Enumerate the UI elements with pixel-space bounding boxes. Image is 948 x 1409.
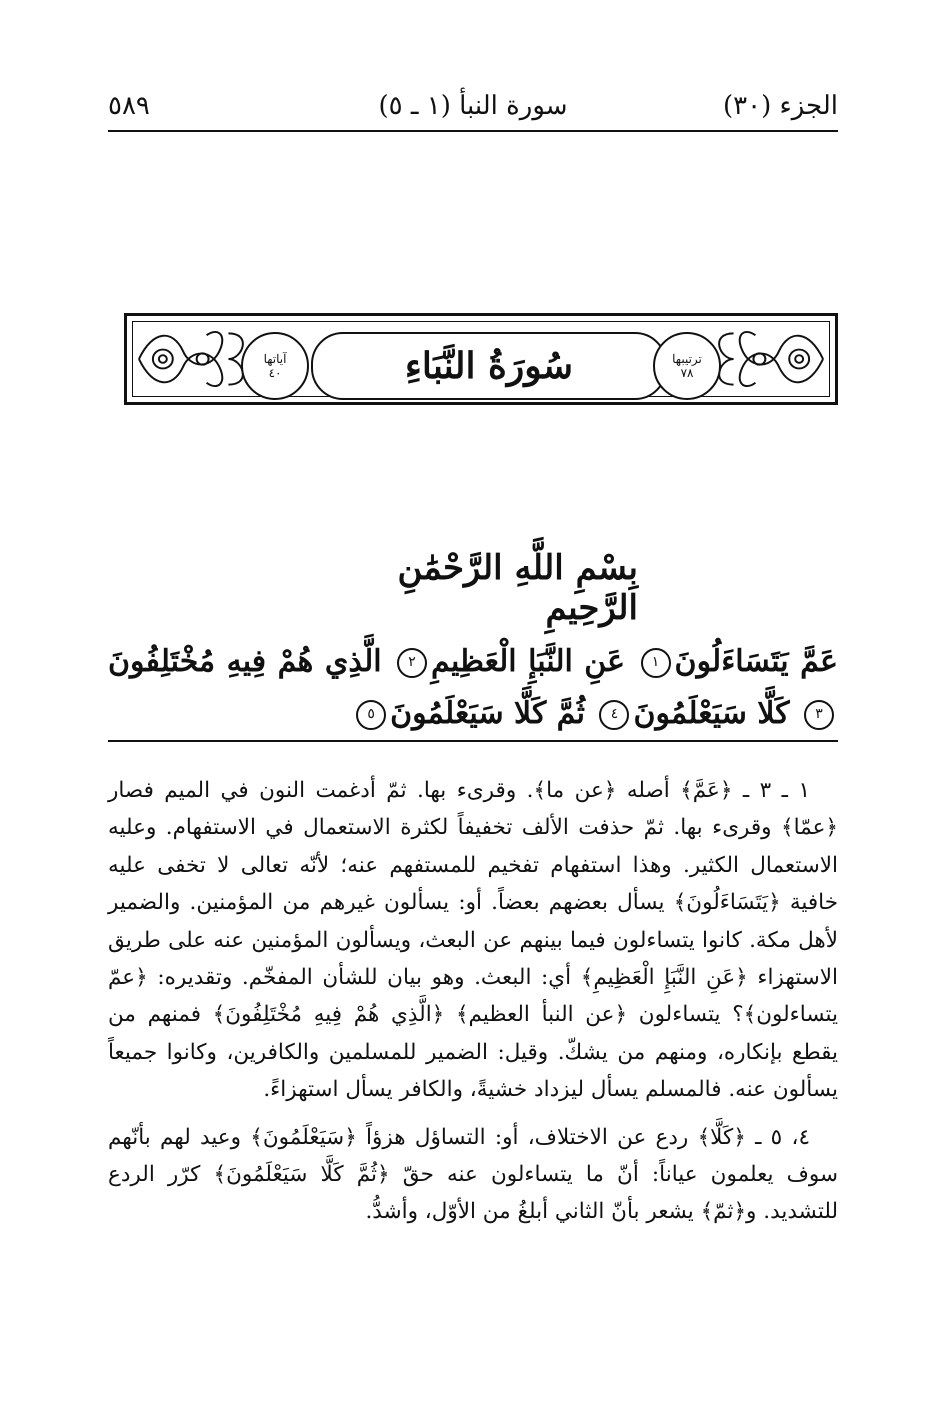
page-header xyxy=(108,88,838,130)
commentary-paragraph: ٤، ٥ ـ ﴿كَلَّا﴾ ردع عن الاختلاف، أو: التساؤل هزؤاً ﴿سَيَعْلَمُونَ﴾ وعيد لهم بأنّهم سوف يعلمون عياناً: أنّ ما يتساءلون عنه حقّ ﴿ثُمَّ كَلَّا سَيَعْلَمُونَ﴾ كرّر الردع للتشديد. و﴿ثمّ﴾ يشعر بأنّ الثاني أبلغُ من الأوّل، وأشدُّ. xyxy=(108,1124,838,1225)
ayat-label: آياتها xyxy=(263,352,287,366)
verse-text: ثُمَّ كَلَّا سَيَعْلَمُونَ xyxy=(390,696,585,731)
surah-order-medallion xyxy=(653,332,721,400)
verse-text: كَلَّا سَيَعْلَمُونَ xyxy=(633,696,790,731)
verse-number-marker: ١ xyxy=(641,648,671,678)
banner-inner-frame xyxy=(132,321,830,397)
verse-number-marker: ٥ xyxy=(356,700,386,730)
order-label: ترتيبها xyxy=(672,352,702,366)
tafsir-commentary xyxy=(108,772,838,1231)
surah-title: سُورَةُ النَّبَاءِ xyxy=(404,345,574,387)
verse-number-marker: ٢ xyxy=(397,648,427,678)
quran-verses xyxy=(108,636,838,740)
verse-text: الَّذِي هُمْ فِيهِ مُخْتَلِفُونَ xyxy=(108,644,382,679)
verse-number-marker: ٤ xyxy=(599,700,629,730)
verse-text: عَنِ النَّبَإِ الْعَظِيمِ xyxy=(431,644,626,679)
verse-number-marker: ٣ xyxy=(804,700,834,730)
page-number: ٥٨٩ xyxy=(108,91,150,121)
juz-label: الجزء (٣٠) xyxy=(722,91,838,121)
ayat-count-medallion xyxy=(241,332,309,400)
verses-divider xyxy=(108,740,838,742)
basmala: بِسْمِ اللَّهِ الرَّحْمَٰنِ الرَّحِيمِ xyxy=(397,548,638,628)
verse-text: عَمَّ يَتَسَاءَلُونَ xyxy=(674,644,838,679)
header-divider xyxy=(108,130,838,132)
surah-banner xyxy=(124,313,838,405)
surah-title-frame xyxy=(311,332,667,400)
order-value: ٧٨ xyxy=(680,366,694,380)
ayat-value: ٤٠ xyxy=(268,366,282,380)
commentary-paragraph: ١ ـ ٣ ـ ﴿عَمَّ﴾ أصله ﴿عن ما﴾. وقرىء بها. ثمّ أدغمت النون في الميم فصار ﴿عمّا﴾ وقرىء بها. ثمّ حذفت الألف تخفيفاً لكثرة الاستعمال في الاستفهام. وعليه الاستعمال الكثير. وهذا استفهام تفخيم للمستفهم عنه؛ لأنّه تعالى لا تخفى عليه خافية ﴿يَتَسَاءَلُونَ﴾ يسأل بعضهم بعضاً. أو: يسألون غيرهم من المؤمنين. والضمير لأهل مكة. كانوا يتساءلون فيما بينهم عن البعث، ويسألون المؤمنين عنه على طريق الاستهزاء ﴿عَنِ النَّبَإِ الْعَظِيمِ﴾ أي: البعث. وهو بيان للشأن المفخّم. وتقديره: ﴿عمّ يتساءلون﴾؟ يتساءلون ﴿عن النبأ العظيم﴾ ﴿الَّذِي هُمْ فِيهِ مُخْتَلِفُونَ﴾ فمنهم من يقطع بإنكاره، ومنهم من يشكّ. وقيل: الضمير للمسلمين والكافرين، وكانوا جميعاً يسألون عنه. فالمسلم يسأل ليزداد خشيةً، والكافر يسأل استهزاءً. xyxy=(108,778,838,1103)
surah-reference: سورة النبأ (١ ـ ٥) xyxy=(378,91,568,121)
